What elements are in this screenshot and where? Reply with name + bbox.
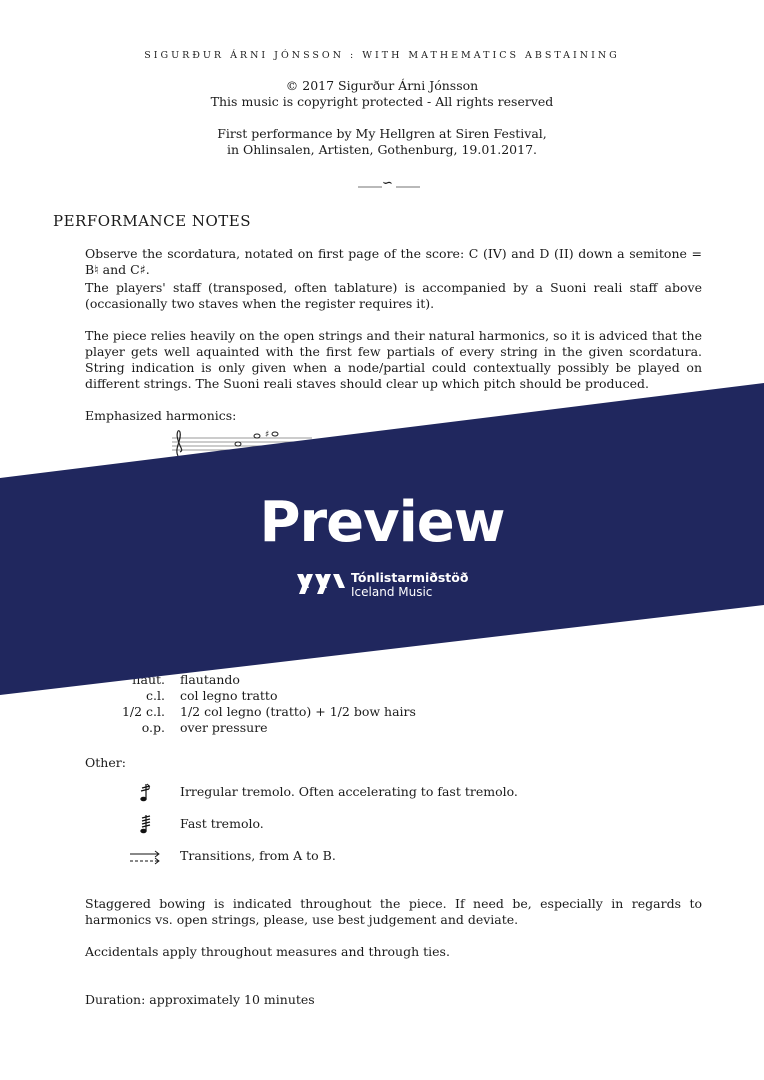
rights-line: This music is copyright protected - All rights reserved <box>210 94 554 109</box>
accidentals-paragraph: Accidentals apply throughout measures and through ties. <box>85 944 450 959</box>
copyright-line: © 2017 Sigurður Árni Jónsson <box>285 78 479 93</box>
brand-subtitle: Iceland Music <box>351 585 433 599</box>
other-item-text: Fast tremolo. <box>180 816 264 831</box>
header-title: SIGURÐUR ÁRNI JÓNSSON : WITH MATHEMATICS ABSTAINING <box>144 50 620 61</box>
svg-text:♯: ♯ <box>265 430 270 440</box>
abbreviation-value: 1/2 col legno (tratto) + 1/2 bow hairs <box>180 704 416 719</box>
brand-name: Tónlistarmiðstöð <box>351 570 469 585</box>
abbreviation-value: col legno tratto <box>180 688 278 703</box>
duration-paragraph: Duration: approximately 10 minutes <box>85 992 315 1007</box>
harmonics-paragraph: The piece relies heavily on the open strings and their natural harmonics, so it is adviced that the player gets well aquainted with the first few partials of every string in the given scordatura. String indication is only given when a node/partial could contextually possibly be played on different strings. The Suoni reali staves should clear up which pitch should be produced. <box>85 328 702 391</box>
other-label: Other: <box>85 755 126 770</box>
premiere-line-1: First performance by My Hellgren at Siren Festival, <box>217 126 547 141</box>
ornament-glyph: ∽ <box>382 176 393 191</box>
premiere-line-2: in Ohlinsalen, Artisten, Gothenburg, 19.01.2017. <box>226 142 538 157</box>
emphasized-harmonics-label: Emphasized harmonics: <box>85 408 237 423</box>
abbreviation-key: 1/2 c.l. <box>121 704 165 719</box>
staff-paragraph: The players' staff (transposed, often tablature) is accompanied by a Suoni reali staff above (occasionally two staves when the register requires it). <box>85 280 702 311</box>
abbreviation-key: o.p. <box>141 720 165 735</box>
abbreviation-value: over pressure <box>180 720 268 735</box>
preview-title: Preview <box>259 490 505 555</box>
scordatura-paragraph: Observe the scordatura, notated on first page of the score: C (IV) and D (II) down a semitone = B♮ and C♯. <box>85 246 702 277</box>
abbreviation-value: flautando <box>180 672 240 687</box>
abbreviation-key: flaut. <box>132 672 165 687</box>
other-item-text: Irregular tremolo. Often accelerating to fast tremolo. <box>180 784 518 799</box>
abbreviation-key: c.l. <box>146 688 165 703</box>
iceland-music-logo-icon <box>295 570 347 598</box>
section-title: PERFORMANCE NOTES <box>53 212 251 230</box>
iceland-music-logo <box>295 570 475 602</box>
other-item-text: Transitions, from A to B. <box>180 848 336 863</box>
bowing-paragraph: Staggered bowing is indicated throughout the piece. If need be, especially in regards to harmonics vs. open strings, please, use best judgement and deviate. <box>85 896 702 927</box>
